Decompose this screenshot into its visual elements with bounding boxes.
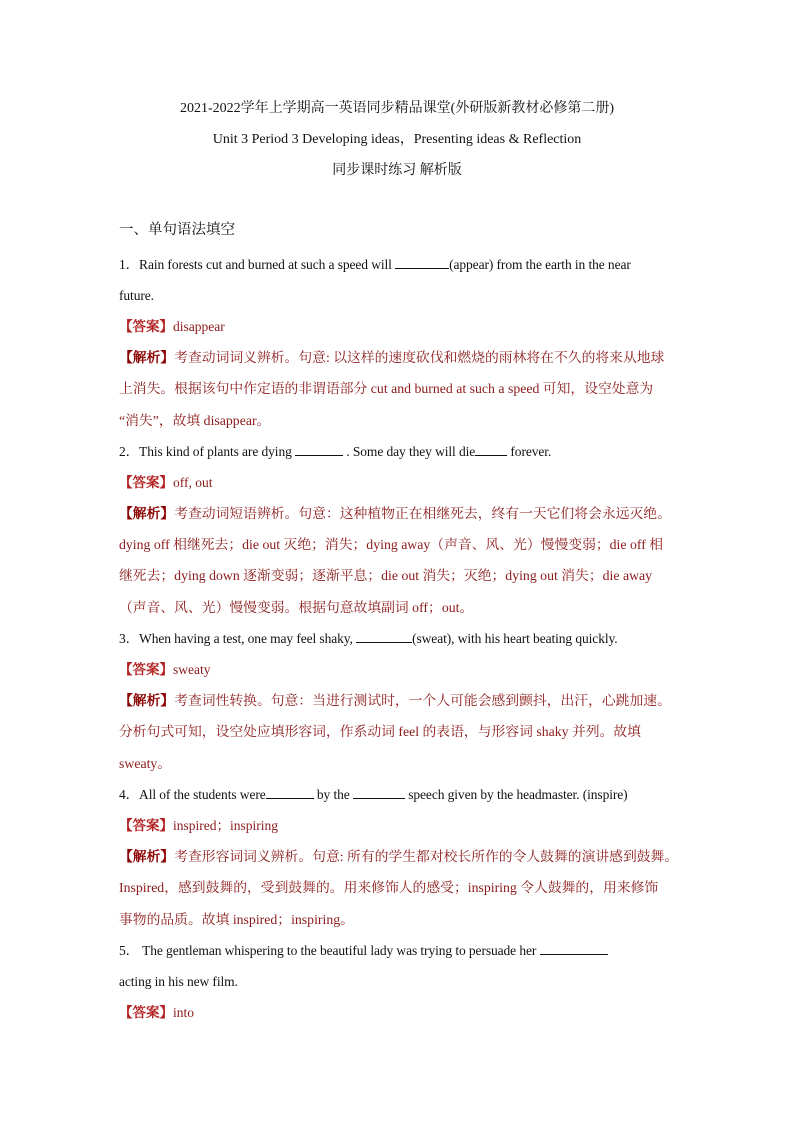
question-3-explanation-2: 分析句式可知，设空处应填形容词，作系动词 feel 的表语，与形容词 shaky 并列。故填 bbox=[119, 724, 641, 740]
question-2-explanation-4: （声音、风、光）慢慢变弱。根据句意故填副词 off；out。 bbox=[119, 599, 474, 615]
question-4-text-c: speech given by the headmaster. (inspire) bbox=[404, 786, 628, 802]
unit-period-title: Unit 3 Period 3 Developing ideas，Presenting ideas & Reflection bbox=[212, 132, 582, 147]
question-1-line-2: future. bbox=[119, 288, 154, 303]
answer-value: disappear bbox=[173, 319, 225, 334]
question-2-line-1 bbox=[119, 436, 679, 467]
question-4-line-1 bbox=[119, 779, 679, 810]
question-1-text-a: 1．Rain forests cut and burned at such a speed will bbox=[119, 257, 396, 272]
answer-label: 【答案】 bbox=[119, 474, 173, 490]
question-1-text-b: (appear) from the earth in the near bbox=[449, 257, 631, 272]
question-2-explanation-2: dying off 相继死去；die out 灭绝；消失；dying away（声音、风、光）慢慢变弱；die off 相 bbox=[119, 537, 664, 553]
question-5-answer bbox=[119, 997, 679, 1028]
question-2-text-a: 2．This kind of plants are dying bbox=[119, 443, 296, 459]
explanation-label: 【解析】 bbox=[119, 505, 175, 521]
question-3-answer bbox=[119, 654, 679, 685]
question-3-text-b: (sweat), with his heart beating quickly. bbox=[412, 631, 618, 647]
answer-label: 【答案】 bbox=[119, 817, 173, 833]
exercise-subtitle: 同步课时练习 解析版 bbox=[332, 163, 462, 178]
question-4-explanation-3: 事物的品质。故填 inspired；inspiring。 bbox=[119, 911, 354, 927]
answer-value: sweaty bbox=[173, 662, 211, 678]
course-title: 2021-2022学年上学期高一英语同步精品课堂(外研版新教材必修第二册) bbox=[180, 101, 614, 116]
answer-value: into bbox=[173, 1004, 195, 1020]
question-2-answer bbox=[119, 467, 679, 498]
question-5-line-1 bbox=[119, 935, 679, 966]
question-1-explanation-2: 上消失。根据该句中作定语的非谓语部分 cut and burned at such a speed 可知，设空处意为 bbox=[119, 381, 654, 397]
answer-blank bbox=[266, 785, 314, 799]
answer-blank bbox=[353, 785, 405, 799]
question-3-line-1 bbox=[119, 623, 679, 654]
answer-value: off, out bbox=[173, 474, 213, 490]
question-5-text-a: 5． The gentleman whispering to the beautiful lady was trying to persuade her bbox=[119, 942, 540, 958]
section-heading: 一、单句语法填空 bbox=[119, 222, 235, 238]
answer-label: 【答案】 bbox=[119, 1004, 173, 1020]
answer-label: 【答案】 bbox=[119, 319, 173, 334]
document-header bbox=[0, 100, 794, 193]
answer-value: inspired；inspiring bbox=[173, 817, 278, 833]
question-2-explanation-1 bbox=[119, 498, 679, 529]
question-5-line-2: acting in his new film. bbox=[119, 973, 238, 989]
explanation-text: 考查动词词义辨析。句意: 以这样的速度砍伐和燃烧的雨林将在不久的将来从地球 bbox=[174, 350, 665, 365]
question-3-text-a: 3．When having a test, one may feel shaky, bbox=[119, 631, 357, 647]
question-4-answer bbox=[119, 810, 679, 841]
question-2-explanation-3: 继死去；dying down 逐渐变弱；逐渐平息；die out 消失；灭绝；dying out 消失；die away bbox=[119, 568, 653, 584]
answer-blank bbox=[295, 442, 343, 456]
question-1-explanation-3: “消失”，故填 disappear。 bbox=[119, 412, 271, 428]
explanation-text: 考查词性转换。句意：当进行测试时，一个人可能会感到颤抖，出汗，心跳加速。 bbox=[174, 693, 671, 709]
answer-label: 【答案】 bbox=[119, 662, 173, 678]
explanation-label: 【解析】 bbox=[119, 848, 175, 864]
exercise-content bbox=[119, 215, 679, 1028]
question-3-explanation-1 bbox=[119, 685, 679, 716]
question-4-text-a: 4．All of the students were bbox=[119, 786, 266, 802]
question-1-explanation-1 bbox=[119, 342, 679, 373]
question-4-text-b: by the bbox=[313, 786, 353, 802]
question-3-explanation-3: sweaty。 bbox=[119, 755, 172, 771]
question-4-explanation-1 bbox=[119, 841, 679, 872]
answer-blank bbox=[395, 255, 449, 269]
explanation-label: 【解析】 bbox=[119, 693, 175, 709]
explanation-text: 考查动词短语辨析。句意：这种植物正在相继死去，终有一天它们将会永远灭绝。 bbox=[174, 505, 671, 521]
explanation-text: 考查形容词词义辨析。句意: 所有的学生都对校长所作的令人鼓舞的演讲感到鼓舞。 bbox=[174, 848, 679, 864]
answer-blank bbox=[540, 941, 608, 955]
answer-blank bbox=[475, 442, 507, 456]
question-1-answer bbox=[119, 311, 679, 342]
explanation-label: 【解析】 bbox=[119, 350, 175, 365]
question-2-text-c: forever. bbox=[507, 443, 552, 459]
question-1-line-1 bbox=[119, 249, 679, 280]
question-4-explanation-2: Inspired，感到鼓舞的，受到鼓舞的。用来修饰人的感受；inspiring 令人鼓舞的，用来修饰 bbox=[119, 880, 659, 896]
question-2-text-b: . Some day they will die bbox=[343, 443, 476, 459]
answer-blank bbox=[356, 629, 412, 643]
